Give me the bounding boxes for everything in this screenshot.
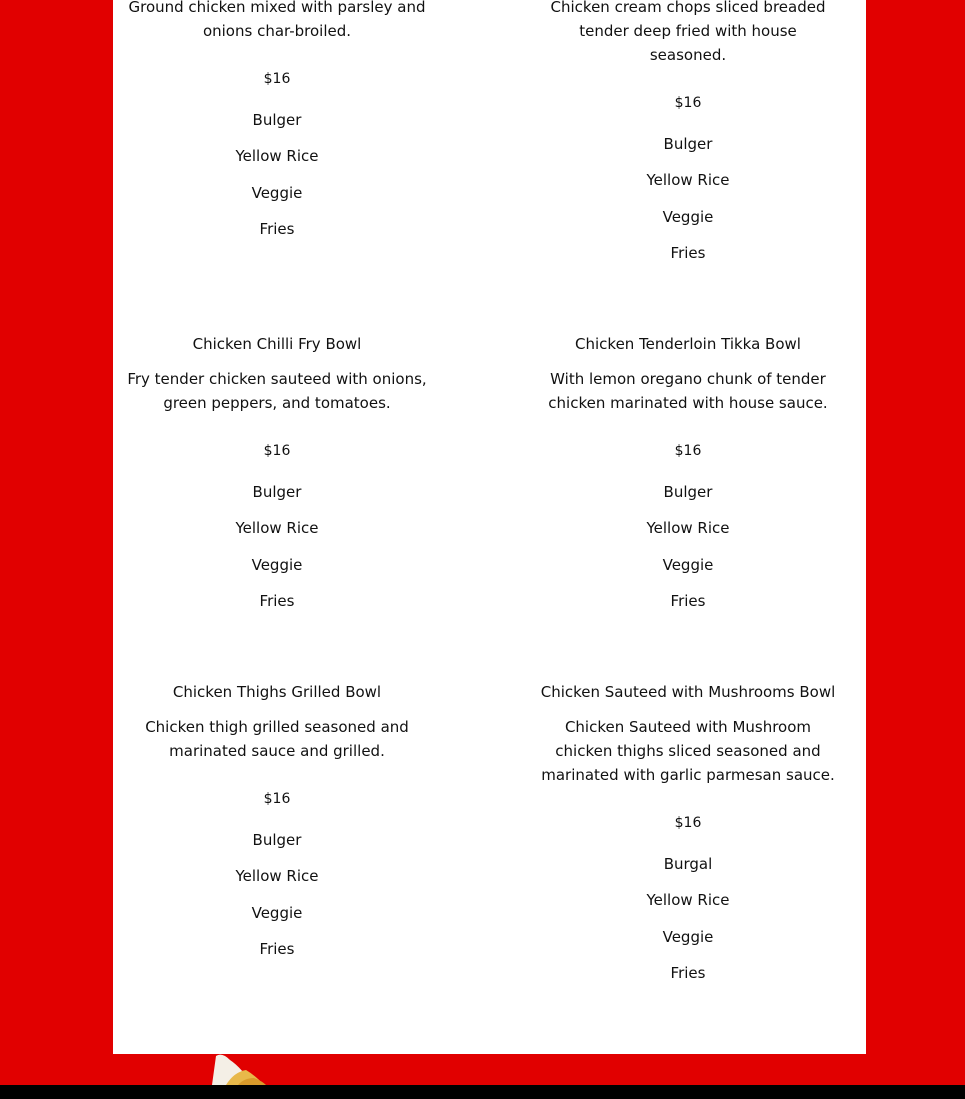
option-bulger: Bulger (663, 483, 713, 501)
item-description: Chicken Sauteed with Mushroom chicken thighs sliced seasoned and marinated with garlic parmesan sauce. (541, 718, 835, 784)
option-veggie: Veggie (251, 556, 303, 574)
option-veggie: Veggie (662, 556, 714, 574)
option-yellow-rice: Yellow Rice (646, 891, 730, 909)
item-price: $16 (263, 791, 291, 807)
option-bulger: Bulger (663, 135, 713, 153)
menu-item-chicken-sauteed-mushrooms-bowl (508, 680, 868, 985)
option-fries: Fries (670, 964, 706, 982)
option-veggie: Veggie (662, 928, 714, 946)
item-description: Ground chicken mixed with parsley and onions char-broiled. (128, 0, 426, 40)
option-fries: Fries (670, 592, 706, 610)
item-price: $16 (263, 443, 291, 459)
option-yellow-rice: Yellow Rice (235, 519, 319, 537)
option-fries: Fries (670, 244, 706, 262)
food-image-fragment (208, 1054, 268, 1085)
option-fries: Fries (259, 220, 295, 238)
item-description: Chicken cream chops sliced breaded tender deep fried with house seasoned. (550, 0, 826, 64)
menu-item-ground-chicken (112, 0, 442, 241)
option-veggie: Veggie (662, 208, 714, 226)
option-fries: Fries (259, 940, 295, 958)
item-title: Chicken Thighs Grilled Bowl (172, 683, 382, 701)
menu-item-chicken-thighs-grilled-bowl (112, 680, 442, 961)
option-bulger: Bulger (252, 483, 302, 501)
option-yellow-rice: Yellow Rice (646, 171, 730, 189)
item-description: Fry tender chicken sauteed with onions, green peppers, and tomatoes. (127, 370, 427, 412)
option-yellow-rice: Yellow Rice (646, 519, 730, 537)
item-description: Chicken thigh grilled seasoned and marinated sauce and grilled. (145, 718, 409, 760)
item-title: Chicken Chilli Fry Bowl (192, 335, 362, 353)
option-veggie: Veggie (251, 904, 303, 922)
footer-bar (0, 1085, 965, 1099)
option-yellow-rice: Yellow Rice (235, 147, 319, 165)
option-burgal: Burgal (663, 855, 713, 873)
option-yellow-rice: Yellow Rice (235, 867, 319, 885)
item-price: $16 (674, 815, 702, 831)
option-veggie: Veggie (251, 184, 303, 202)
item-price: $16 (674, 95, 702, 111)
menu-item-chicken-cream-chops (523, 0, 853, 265)
item-description: With lemon oregano chunk of tender chicken marinated with house sauce. (548, 370, 828, 412)
item-title: Chicken Tenderloin Tikka Bowl (575, 335, 801, 353)
option-bulger: Bulger (252, 111, 302, 129)
item-price: $16 (674, 443, 702, 459)
item-price: $16 (263, 71, 291, 87)
option-fries: Fries (259, 592, 295, 610)
menu-item-chicken-chilli-fry-bowl (112, 332, 442, 613)
option-bulger: Bulger (252, 831, 302, 849)
item-title: Chicken Sauteed with Mushrooms Bowl (540, 683, 836, 701)
menu-item-chicken-tenderloin-tikka-bowl (523, 332, 853, 613)
